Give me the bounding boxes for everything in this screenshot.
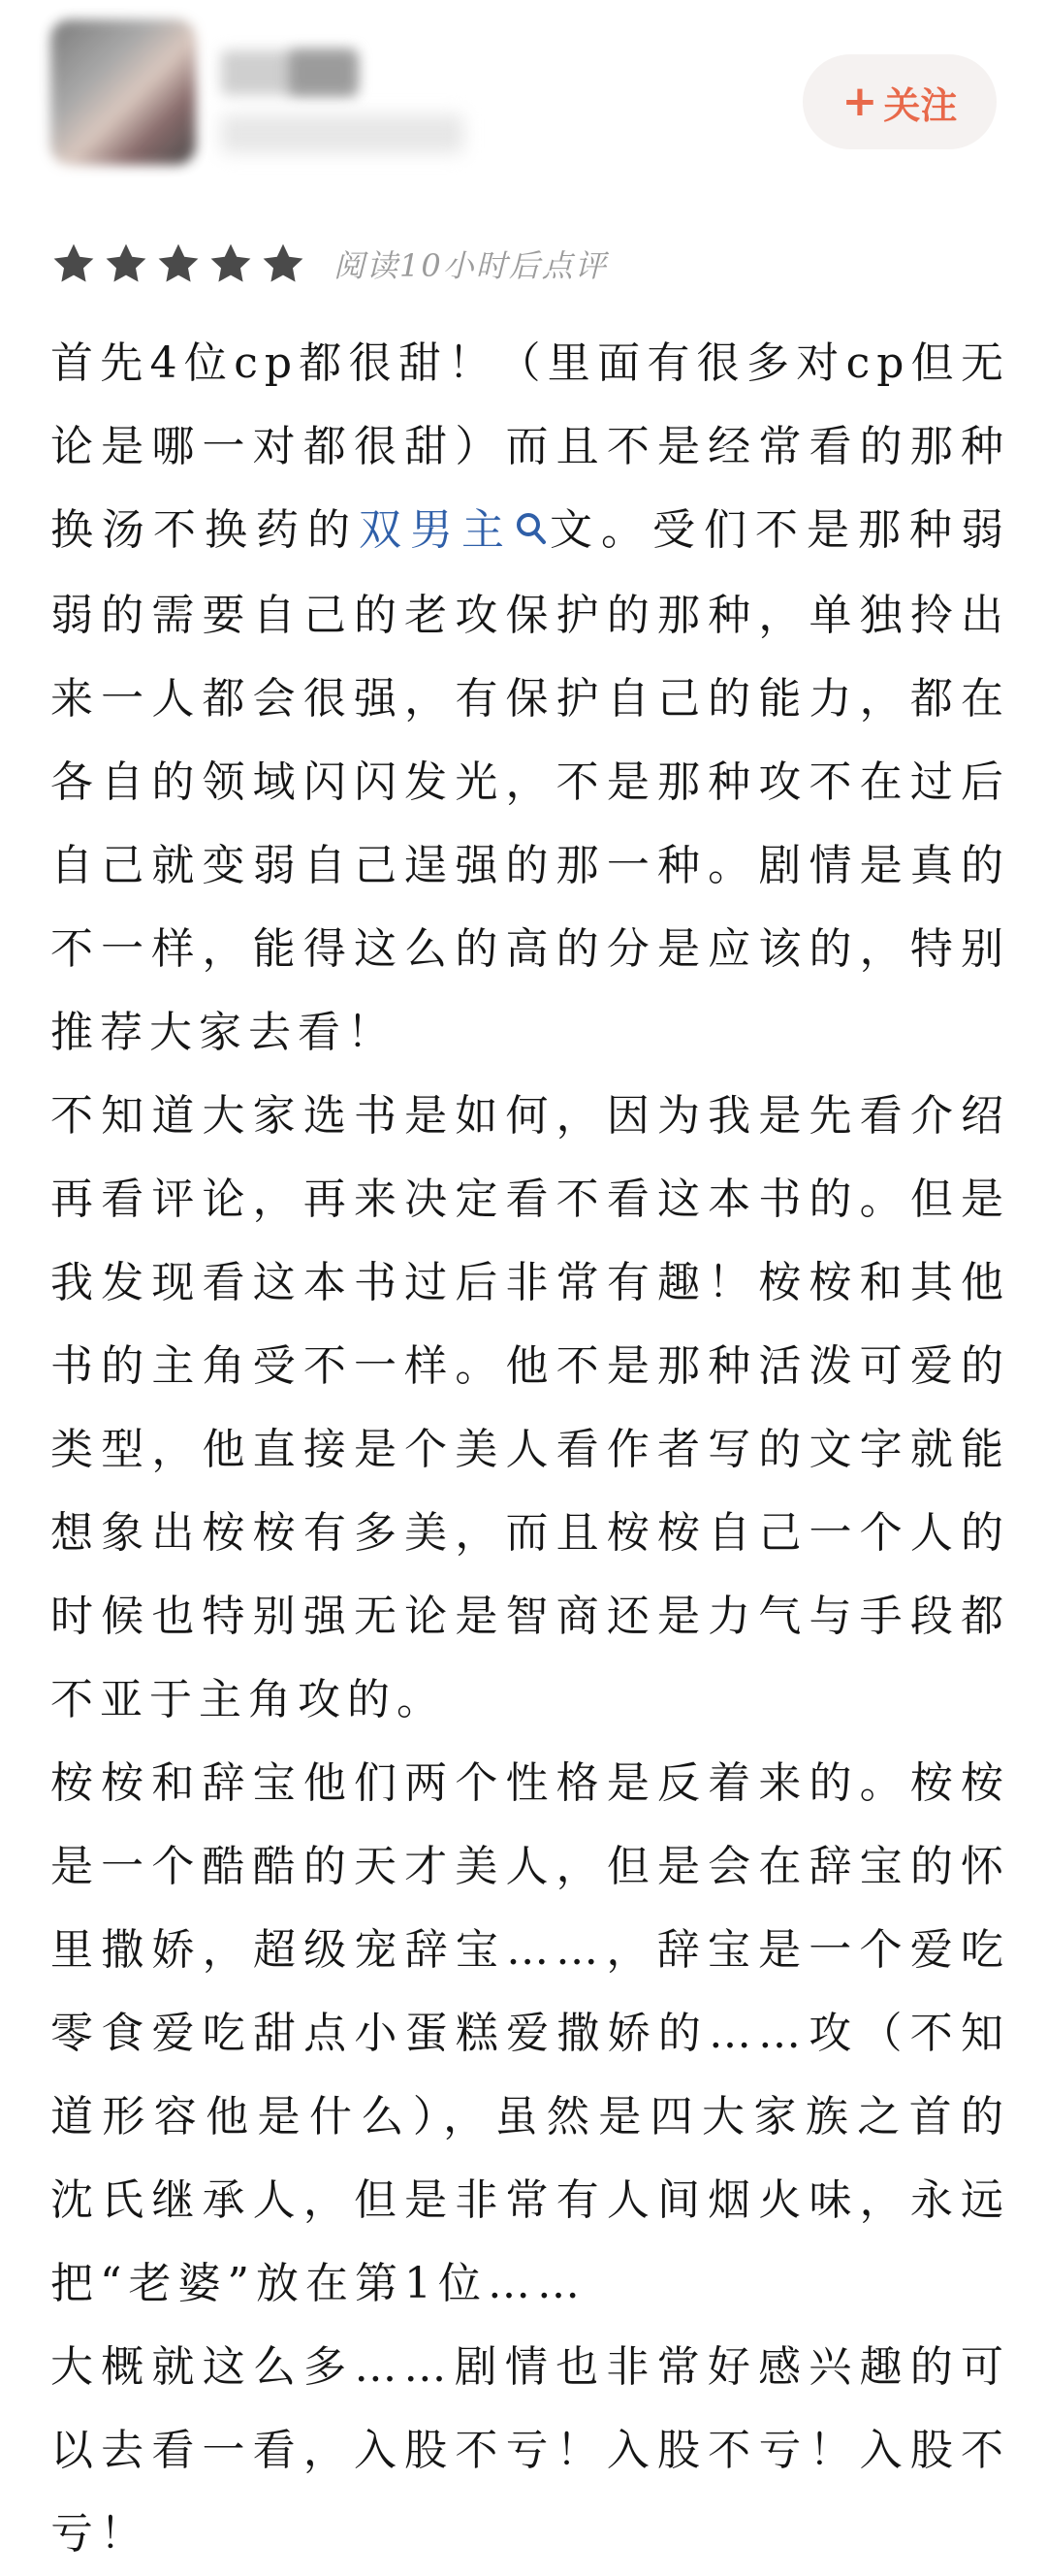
rating-note: 阅读10小时后点评 (333, 247, 608, 284)
username-blurred-part (289, 50, 357, 95)
follow-label: 关注 (883, 83, 958, 127)
review-text-1a: 首先4位cp都很甜！（里面有很多对cp但无论是哪一对都很甜）而且不是经常看的那种换汤不换药的 (50, 338, 1010, 555)
follow-button[interactable] (803, 54, 997, 149)
star-icon (50, 241, 97, 287)
user-meta-blurred (221, 114, 463, 153)
avatar[interactable] (50, 19, 196, 165)
star-icon (207, 241, 254, 287)
plus-icon: + (841, 77, 878, 126)
review-paragraph-3: 桉桉和辞宝他们两个性格是反着来的。桉桉是一个酷酷的天才美人，但是会在辞宝的怀里撒娇，超级宠辞宝……，辞宝是一个爱吃零食爱吃甜点小蛋糕爱撒娇的……攻（不知道形容他是什么），虽然是四大家族之首的沈氏继承人，但是非常有人间烟火味，永远把“老婆”放在第1位…… (50, 1758, 1010, 2308)
topic-link-label: 双男主 (359, 505, 513, 555)
search-icon (515, 491, 548, 574)
rating-row (50, 235, 608, 293)
star-icon (155, 241, 202, 287)
review-paragraph-2: 不知道大家选书是如何，因为我是先看介绍再看评论，再来决定看不看这本书的。但是我发现看这本书过后非常有趣！桉桉和其他书的主角受不一样。他不是那种活泼可爱的类型，他直接是个美人看作者写的文字就能想象出桉桉有多美，而且桉桉自己一个人的时候也特别强无论是智商还是力气与手段都不亚于主角攻的。 (50, 1091, 1010, 1724)
review-text-1b: 文。受们不是那种弱弱的需要自己的老攻保护的那种，单独拎出来一人都会很强，有保护自己的能力，都在各自的领域闪闪发光，不是那种攻不在过后自己就变弱自己逞强的那一种。剧情是真的不一样，能得这么的高的分是应该的，特别推荐大家去看！ (50, 505, 1010, 1057)
star-icon (103, 241, 149, 287)
review-header (0, 0, 1047, 213)
topic-link[interactable] (359, 505, 548, 555)
star-rating (50, 241, 312, 287)
review-body (50, 322, 1010, 2576)
review-paragraph-1 (50, 322, 1010, 1075)
review-paragraph-4: 大概就这么多……剧情也非常好感兴趣的可以去看一看，入股不亏！入股不亏！入股不亏！ (50, 2342, 1010, 2559)
star-icon (260, 241, 306, 287)
